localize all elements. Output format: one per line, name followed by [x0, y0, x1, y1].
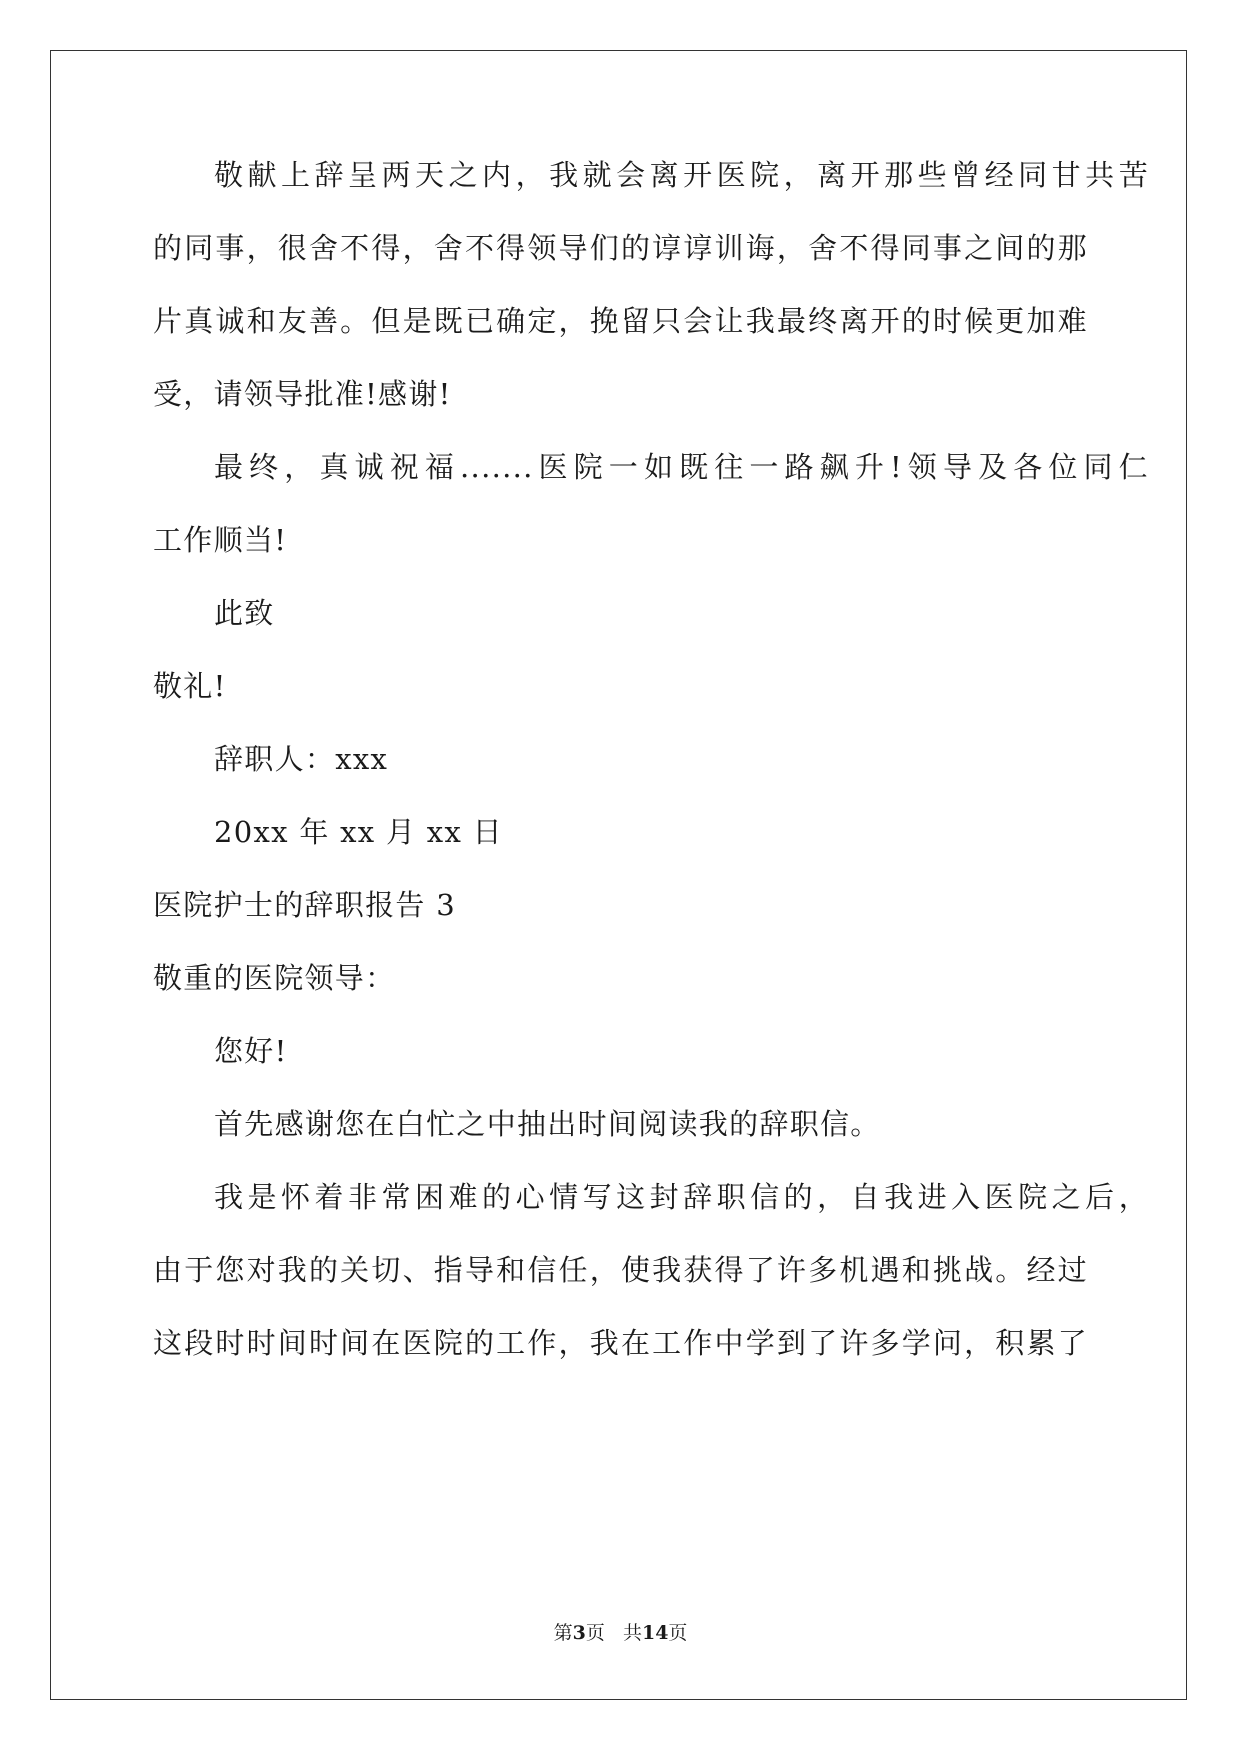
page-prefix: 第 — [553, 1622, 573, 1644]
paragraph-line: 受，请领导批准!感谢! — [153, 377, 452, 411]
paragraph-line: 由于您对我的关切、指导和信任，使我获得了许多机遇和挑战。经过 — [153, 1253, 1088, 1287]
total-prefix: 共 — [622, 1622, 642, 1644]
total-pages: 14 — [641, 1622, 669, 1644]
paragraph-line: 首先感谢您在白忙之中抽出时间阅读我的辞职信。 — [214, 1107, 881, 1141]
closing-salutation: 此致 — [214, 596, 275, 630]
section-title: 医院护士的辞职报告 3 — [153, 888, 456, 922]
page-number: 3 — [572, 1622, 586, 1644]
paragraph-line: 片真诚和友善。但是既已确定，挽留只会让我最终离开的时候更加难 — [153, 304, 1088, 338]
closing-regards: 敬礼! — [153, 669, 227, 703]
paragraph-line: 工作顺当! — [153, 523, 288, 557]
page-footer — [0, 1621, 1241, 1645]
signature-line: 辞职人：xxx — [214, 742, 389, 776]
letter-addressee: 敬重的医院领导： — [153, 961, 396, 995]
paragraph-line: 的同事，很舍不得，舍不得领导们的谆谆训诲，舍不得同事之间的那 — [153, 231, 1088, 265]
page-suffix: 页 — [585, 1622, 605, 1644]
paragraph-line: 最终，真诚祝福.......医院一如既往一路飙升!领导及各位同仁 — [214, 450, 1149, 484]
page-border — [50, 50, 1187, 1700]
paragraph-line: 敬献上辞呈两天之内，我就会离开医院，离开那些曾经同甘共苦 — [214, 158, 1149, 192]
total-suffix: 页 — [668, 1622, 688, 1644]
paragraph-line: 这段时时间时间在医院的工作，我在工作中学到了许多学问，积累了 — [153, 1326, 1088, 1360]
paragraph-line: 我是怀着非常困难的心情写这封辞职信的，自我进入医院之后， — [214, 1180, 1149, 1214]
date-line: 20xx 年 xx 月 xx 日 — [214, 815, 503, 849]
greeting-line: 您好! — [214, 1034, 288, 1068]
